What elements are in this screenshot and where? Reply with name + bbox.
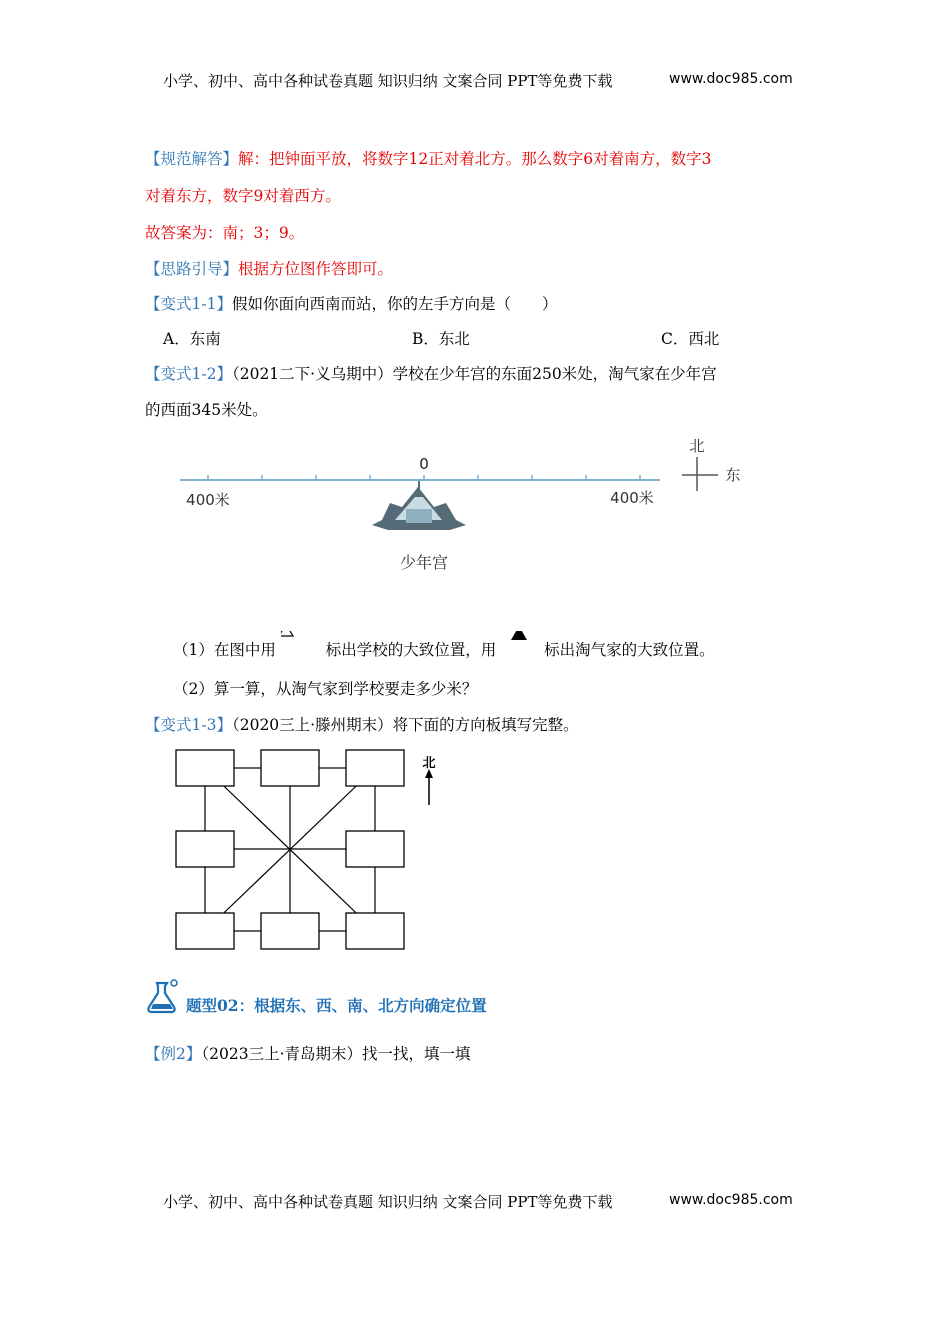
page-footer-text: 小学、初中、高中各种试卷真题 知识归纳 文案合同 PPT等免费下载 [163, 1193, 613, 1211]
q1-3-tag: 【变式1-3】 [145, 716, 232, 734]
hint-tag: 【思路引导】 [145, 260, 239, 278]
q1-1-text: 假如你面向西南而站，你的左手方向是（ ） [231, 295, 558, 313]
answer-tag: 【规范解答】 [145, 150, 239, 168]
q1-3-text: （2020三上·滕州期末）将下面的方向板填写完整。 [231, 716, 579, 734]
direction-board [170, 745, 450, 960]
youth-palace-icon [372, 481, 466, 530]
q1-2-sub2: （2）算一算，从淘气家到学校要走多少米？ [173, 680, 478, 698]
left-400-label: 400米 [186, 491, 230, 509]
flask-icon [143, 977, 183, 1015]
section-title: 题型02：根据东、西、南、北方向确定位置 [186, 996, 487, 1015]
compass-east-label: 东 [725, 466, 741, 484]
q1-1-tag: 【变式1-1】 [145, 295, 232, 313]
ex2-text: （2023三上·青岛期末）找一找，填一填 [201, 1045, 471, 1063]
q1-3-line [145, 713, 579, 735]
right-400-label: 400米 [610, 489, 654, 507]
answer-text-1: 解：把钟面平放，将数字12正对着北方。那么数字6对着南方，数字3 [238, 150, 712, 168]
page-header-text: 小学、初中、高中各种试卷真题 知识归纳 文案合同 PPT等免费下载 [163, 72, 613, 90]
compass-north-label: 北 [689, 437, 705, 455]
answer-line-1 [145, 147, 711, 169]
box-southeast[interactable] [346, 913, 404, 949]
q1-2-sub1 [173, 631, 715, 660]
box-southwest[interactable] [176, 913, 234, 949]
hollow-triangle-icon [281, 631, 321, 657]
q1-2-line-1 [145, 362, 717, 384]
box-south[interactable] [261, 913, 319, 949]
q1-2-line-2: 的西面345米处。 [145, 401, 268, 419]
number-line-figure [170, 425, 770, 585]
page-header-site[interactable]: www.doc985.com [669, 71, 793, 87]
board-north-label: 北 [422, 756, 436, 771]
box-west[interactable] [176, 831, 234, 867]
ex2-line [145, 1042, 471, 1064]
q1-2-tag: 【变式1-2】 [145, 365, 232, 383]
box-northwest[interactable] [176, 750, 234, 786]
box-north[interactable] [261, 750, 319, 786]
answer-line-3: 故答案为：南；3；9。 [145, 224, 305, 242]
box-northeast[interactable] [346, 750, 404, 786]
q1-2-sub1-c: 标出淘气家的大致位置。 [544, 641, 715, 659]
box-east[interactable] [346, 831, 404, 867]
north-arrow-icon [425, 769, 433, 805]
q1-1-option-c[interactable]: C．西北 [661, 330, 720, 348]
hint-text: 根据方位图作答即可。 [238, 260, 394, 278]
q1-2-text-1: （2021二下·义乌期中）学校在少年宫的东面250米处，淘气家在少年宫 [231, 365, 717, 383]
compass-icon [682, 457, 718, 491]
q1-1-option-b[interactable]: B．东北 [412, 330, 470, 348]
filled-triangle-icon [501, 631, 539, 657]
hint-line [145, 257, 393, 279]
zero-label: 0 [419, 455, 429, 473]
q1-2-sub1-a: （1）在图中用 [173, 641, 276, 659]
youth-palace-label: 少年宫 [399, 553, 449, 572]
q1-2-sub1-b: 标出学校的大致位置，用 [325, 641, 497, 659]
ex2-tag: 【例2】 [145, 1045, 202, 1063]
answer-line-2: 对着东方，数字9对着西方。 [145, 187, 341, 205]
q1-1-line [145, 292, 557, 314]
page-footer-site[interactable]: www.doc985.com [669, 1192, 793, 1208]
q1-1-option-a[interactable]: A．东南 [163, 330, 221, 348]
